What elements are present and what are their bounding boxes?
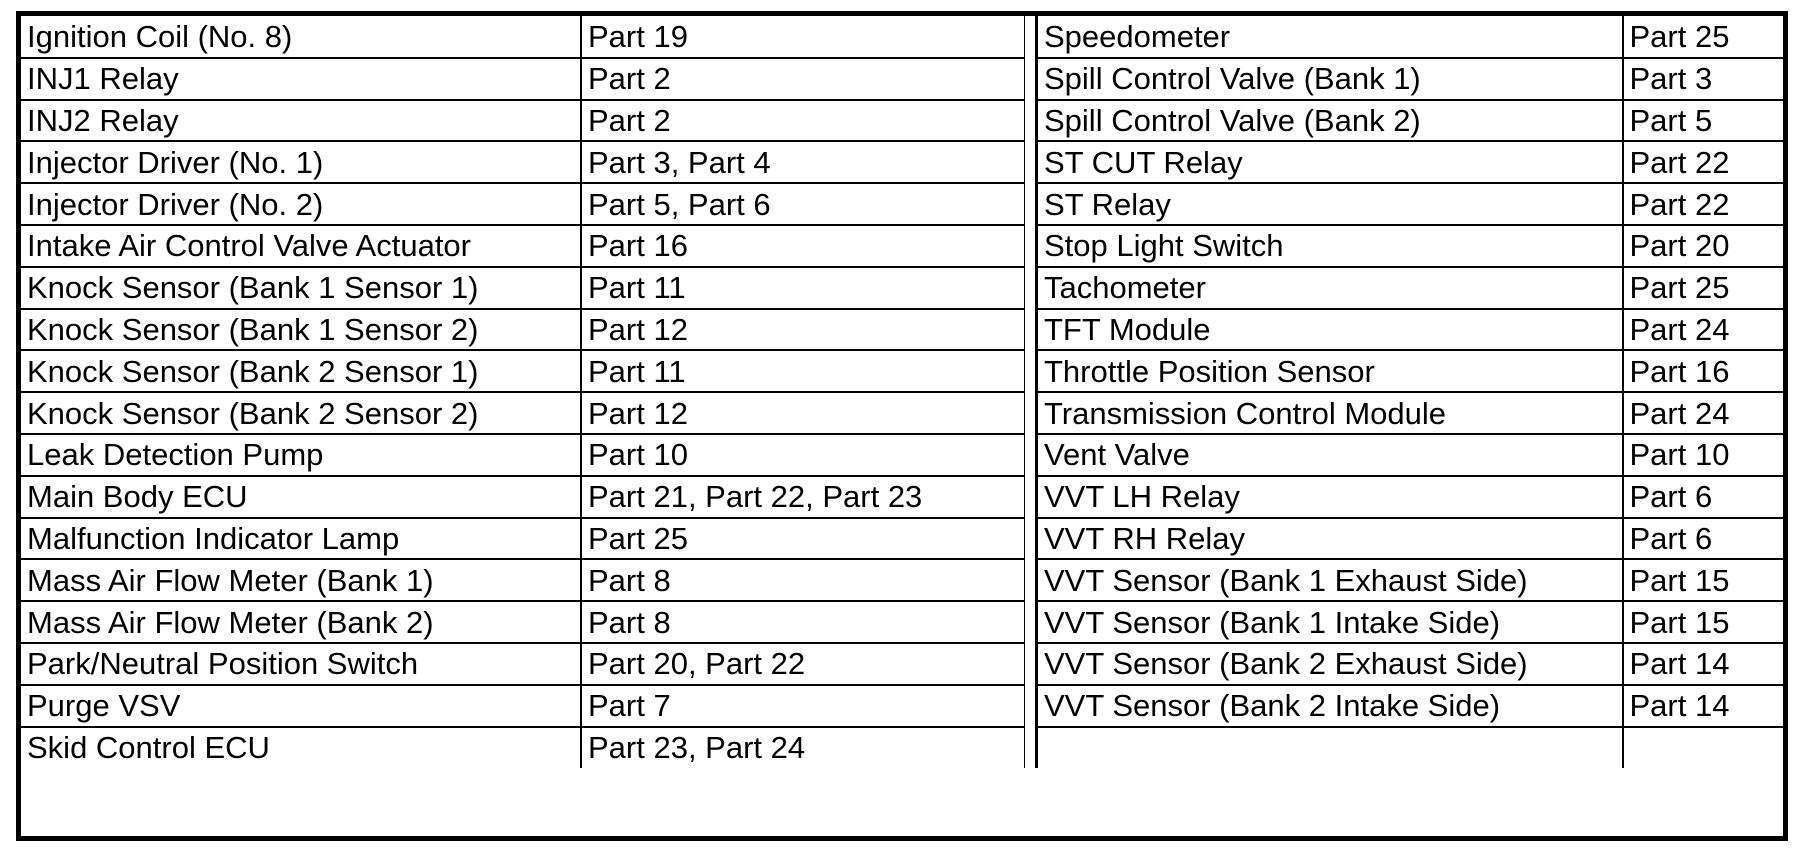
table-row — [21, 309, 1025, 351]
part-cell: Part 12 — [581, 392, 1025, 434]
component-cell: Knock Sensor (Bank 2 Sensor 2) — [21, 392, 581, 434]
component-cell: Knock Sensor (Bank 1 Sensor 1) — [21, 267, 581, 309]
component-cell: Injector Driver (No. 2) — [21, 183, 581, 225]
table-row — [1037, 58, 1785, 100]
component-cell: Spill Control Valve (Bank 2) — [1037, 100, 1623, 142]
table-row — [21, 350, 1025, 392]
table-row — [21, 727, 1025, 769]
component-cell: TFT Module — [1037, 309, 1623, 351]
part-cell: Part 24 — [1623, 309, 1785, 351]
table-row — [21, 559, 1025, 601]
part-cell: Part 15 — [1623, 559, 1785, 601]
table-row — [1037, 643, 1785, 685]
table-row — [21, 183, 1025, 225]
part-cell: Part 21, Part 22, Part 23 — [581, 476, 1025, 518]
component-cell: Stop Light Switch — [1037, 225, 1623, 267]
table-row — [1037, 476, 1785, 518]
table-row — [21, 58, 1025, 100]
table-row — [21, 601, 1025, 643]
table-row — [21, 476, 1025, 518]
component-cell: ST Relay — [1037, 183, 1623, 225]
part-cell: Part 16 — [1623, 350, 1785, 392]
table-row — [1037, 727, 1785, 769]
table-row — [1037, 267, 1785, 309]
component-cell: Purge VSV — [21, 685, 581, 727]
part-cell: Part 22 — [1623, 141, 1785, 183]
table-row — [21, 141, 1025, 183]
part-cell: Part 25 — [1623, 267, 1785, 309]
part-cell: Part 14 — [1623, 685, 1785, 727]
right-table — [1035, 16, 1785, 768]
part-cell: Part 2 — [581, 100, 1025, 142]
table-row — [21, 225, 1025, 267]
table-row — [1037, 350, 1785, 392]
table-row — [21, 685, 1025, 727]
component-cell: VVT RH Relay — [1037, 518, 1623, 560]
table-row — [1037, 518, 1785, 560]
part-cell: Part 7 — [581, 685, 1025, 727]
component-cell: ST CUT Relay — [1037, 141, 1623, 183]
table-row — [21, 518, 1025, 560]
table-row — [1037, 392, 1785, 434]
component-index-table — [16, 11, 1788, 841]
part-cell: Part 10 — [1623, 434, 1785, 476]
component-cell: Spill Control Valve (Bank 1) — [1037, 58, 1623, 100]
table-row — [1037, 100, 1785, 142]
part-cell: Part 10 — [581, 434, 1025, 476]
part-cell: Part 25 — [581, 518, 1025, 560]
part-cell: Part 8 — [581, 601, 1025, 643]
part-cell: Part 6 — [1623, 518, 1785, 560]
part-cell: Part 25 — [1623, 16, 1785, 58]
part-cell: Part 16 — [581, 225, 1025, 267]
part-cell: Part 14 — [1623, 643, 1785, 685]
part-cell — [1623, 727, 1785, 769]
part-cell: Part 3 — [1623, 58, 1785, 100]
component-cell: Mass Air Flow Meter (Bank 1) — [21, 559, 581, 601]
table-row — [1037, 309, 1785, 351]
part-cell: Part 15 — [1623, 601, 1785, 643]
table-row — [1037, 16, 1785, 58]
component-cell: Skid Control ECU — [21, 727, 581, 769]
table-row — [21, 434, 1025, 476]
table-row — [21, 267, 1025, 309]
part-cell: Part 19 — [581, 16, 1025, 58]
component-cell: VVT Sensor (Bank 1 Exhaust Side) — [1037, 559, 1623, 601]
table-row — [21, 643, 1025, 685]
part-cell: Part 3, Part 4 — [581, 141, 1025, 183]
component-cell: Speedometer — [1037, 16, 1623, 58]
table-row — [21, 100, 1025, 142]
part-cell: Part 5 — [1623, 100, 1785, 142]
part-cell: Part 20, Part 22 — [581, 643, 1025, 685]
table-row — [1037, 601, 1785, 643]
component-cell: Knock Sensor (Bank 1 Sensor 2) — [21, 309, 581, 351]
part-cell: Part 11 — [581, 267, 1025, 309]
component-cell: INJ1 Relay — [21, 58, 581, 100]
part-cell: Part 24 — [1623, 392, 1785, 434]
component-cell: Mass Air Flow Meter (Bank 2) — [21, 601, 581, 643]
component-cell: Main Body ECU — [21, 476, 581, 518]
table-row — [1037, 559, 1785, 601]
table-row — [1037, 183, 1785, 225]
part-cell: Part 12 — [581, 309, 1025, 351]
part-cell: Part 22 — [1623, 183, 1785, 225]
part-cell: Part 11 — [581, 350, 1025, 392]
component-cell: VVT LH Relay — [1037, 476, 1623, 518]
part-cell: Part 6 — [1623, 476, 1785, 518]
part-cell: Part 20 — [1623, 225, 1785, 267]
component-cell: Tachometer — [1037, 267, 1623, 309]
table-row — [21, 16, 1025, 58]
component-cell: Knock Sensor (Bank 2 Sensor 1) — [21, 350, 581, 392]
component-cell: Vent Valve — [1037, 434, 1623, 476]
column-separator — [1025, 16, 1035, 836]
left-table — [21, 16, 1027, 768]
component-cell: Park/Neutral Position Switch — [21, 643, 581, 685]
table-row — [1037, 141, 1785, 183]
component-cell: Leak Detection Pump — [21, 434, 581, 476]
table-row — [1037, 685, 1785, 727]
component-cell — [1037, 727, 1623, 769]
component-cell: INJ2 Relay — [21, 100, 581, 142]
table-row — [21, 392, 1025, 434]
component-cell: VVT Sensor (Bank 1 Intake Side) — [1037, 601, 1623, 643]
component-cell: Injector Driver (No. 1) — [21, 141, 581, 183]
component-cell: Throttle Position Sensor — [1037, 350, 1623, 392]
component-cell: Malfunction Indicator Lamp — [21, 518, 581, 560]
component-cell: Transmission Control Module — [1037, 392, 1623, 434]
part-cell: Part 5, Part 6 — [581, 183, 1025, 225]
part-cell: Part 2 — [581, 58, 1025, 100]
component-cell: VVT Sensor (Bank 2 Intake Side) — [1037, 685, 1623, 727]
part-cell: Part 8 — [581, 559, 1025, 601]
component-cell: Ignition Coil (No. 8) — [21, 16, 581, 58]
table-row — [1037, 225, 1785, 267]
component-cell: Intake Air Control Valve Actuator — [21, 225, 581, 267]
table-row — [1037, 434, 1785, 476]
part-cell: Part 23, Part 24 — [581, 727, 1025, 769]
component-cell: VVT Sensor (Bank 2 Exhaust Side) — [1037, 643, 1623, 685]
